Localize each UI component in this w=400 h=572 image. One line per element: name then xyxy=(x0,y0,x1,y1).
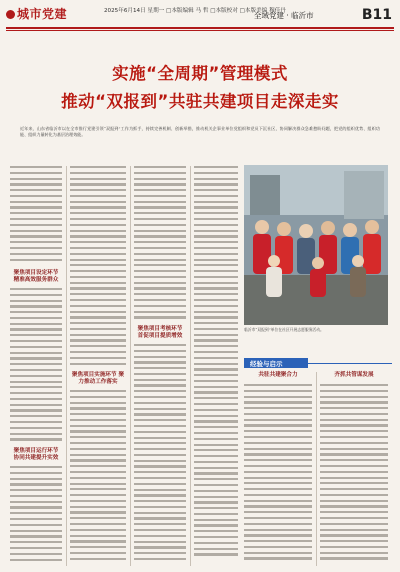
column-divider xyxy=(316,372,317,566)
subhead-project-setting: 聚焦项目设定环节 精准高效服务群众 xyxy=(13,270,59,284)
header-rule-thin xyxy=(6,30,394,31)
subhead-joint-management: 齐抓共管谋发展 xyxy=(334,372,374,378)
section-tag xyxy=(244,358,308,368)
subhead-project-assessment: 聚焦项目考核环节 首促项目提质增效 xyxy=(137,326,183,340)
article-column-5 xyxy=(244,384,312,566)
article-column-3b xyxy=(134,344,186,566)
logo-mark-icon xyxy=(6,10,15,19)
article-column-4 xyxy=(194,166,238,566)
article-column-1b xyxy=(10,288,62,446)
headline-line-1: 实施“全周期”管理模式 xyxy=(112,64,288,83)
article-column-3a xyxy=(134,166,186,324)
masthead-title: 城市党建 xyxy=(17,7,68,21)
dateline: 2025年6月14日 星期一 □本版编辑 马 哲 □本版校对 □本版美编 穆佳丹 xyxy=(104,8,286,14)
subhead-project-implementation: 聚焦项目实施环节 聚力推动工作落实 xyxy=(71,372,125,386)
article-column-1c xyxy=(10,466,62,566)
section-tag-label: 经验与启示 xyxy=(250,360,283,368)
masthead-logo xyxy=(6,5,67,22)
subhead-project-operation: 聚焦项目运行环节 协同共建提升实效 xyxy=(13,448,59,462)
article-column-1a xyxy=(10,166,62,266)
headline-line-2: 推动“双报到”共驻共建项目走深走实 xyxy=(61,92,339,111)
article-column-6 xyxy=(320,384,388,566)
column-divider xyxy=(190,166,191,566)
subhead-joint-construction: 共驻共建聚合力 xyxy=(258,372,298,378)
lead-paragraph: 近年来，山东省临沂市以在全市推行党建引领“双报到”工作为抓手，持续完善机制、创新举措，推动机关企事业单位党组织和党员下沉社区，协同解决群众急难愁盼问题，把党的组织优势、组织功能、组织力量转化为基层治理效能。 xyxy=(20,126,380,138)
section-name: 全域党建 · 临沂市 xyxy=(254,11,314,20)
article-column-2a xyxy=(70,166,126,368)
volunteer-photo-illustration xyxy=(244,165,388,325)
section-tag-rule xyxy=(308,363,392,364)
news-photo xyxy=(244,165,388,325)
header-rule xyxy=(6,27,394,29)
column-divider xyxy=(66,166,67,566)
page-header xyxy=(0,0,400,28)
article-column-2b xyxy=(70,390,126,566)
column-divider xyxy=(130,166,131,566)
photo-caption: 临沂市“双报到”单位在社区开展志愿服务活动。 xyxy=(244,327,324,332)
page-number: B11 xyxy=(361,7,392,23)
